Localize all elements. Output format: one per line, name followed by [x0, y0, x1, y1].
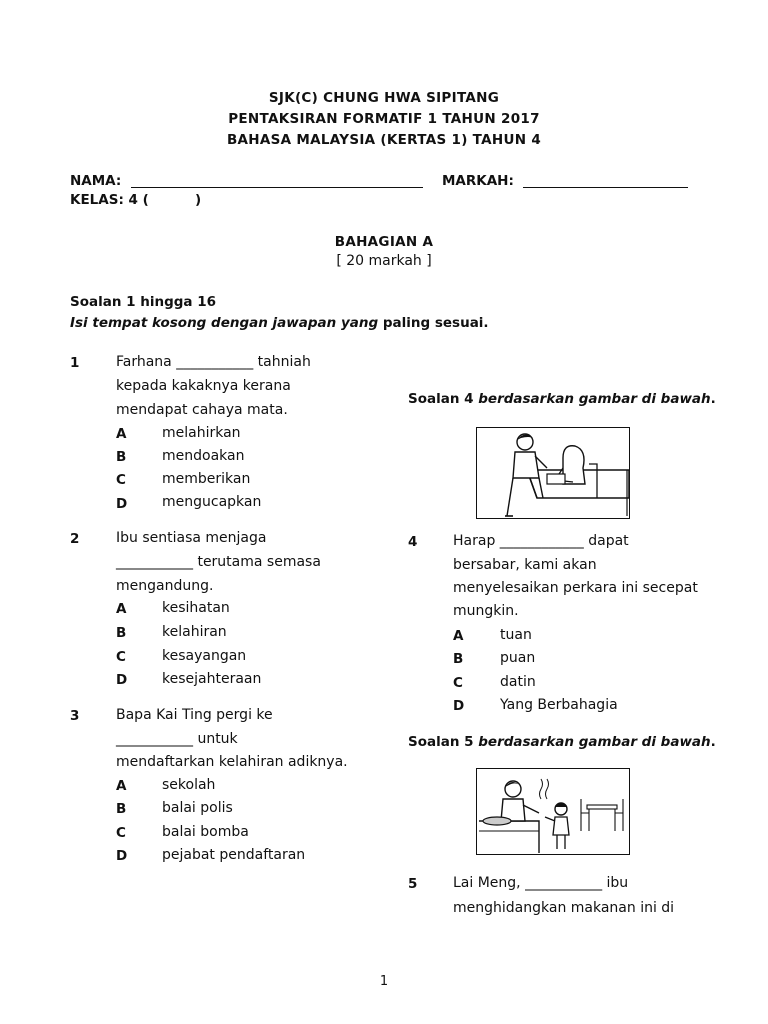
option-letter[interactable]: B: [116, 801, 127, 817]
option-letter[interactable]: A: [453, 628, 464, 644]
option-letter[interactable]: B: [116, 449, 127, 465]
option-letter[interactable]: D: [116, 848, 128, 864]
name-line[interactable]: [131, 187, 423, 188]
note-bold: Soalan 4: [408, 391, 474, 407]
question-text: Harap ____________ dapat: [453, 533, 629, 549]
option-letter[interactable]: C: [116, 472, 126, 488]
option-letter[interactable]: D: [116, 496, 128, 512]
question-text: ___________ untuk: [116, 731, 238, 747]
note-italic: berdasarkan gambar di bawah: [473, 734, 711, 750]
option-text[interactable]: memberikan: [162, 471, 251, 487]
note-italic: berdasarkan gambar di bawah: [473, 391, 711, 407]
option-text[interactable]: mengucapkan: [162, 494, 262, 510]
note-end: .: [710, 734, 716, 750]
question-text: kepada kakaknya kerana: [116, 378, 291, 394]
instruction-italic: Isi tempat kosong dengan jawapan yang: [70, 315, 379, 331]
option-text[interactable]: sekolah: [162, 777, 216, 793]
option-text[interactable]: kesihatan: [162, 600, 230, 616]
section-title: BAHAGIAN A: [334, 234, 434, 250]
office-scene-icon: [477, 428, 629, 518]
picture-note: [408, 734, 716, 750]
class-label: KELAS: 4 (: [70, 192, 149, 208]
option-text[interactable]: Yang Berbahagia: [500, 697, 618, 713]
instruction: [70, 315, 489, 331]
question-text: menghidangkan makanan ini di: [453, 900, 675, 916]
option-letter[interactable]: A: [116, 601, 127, 617]
option-text[interactable]: datin: [500, 674, 536, 690]
question-text: bersabar, kami akan: [453, 557, 597, 573]
question-number: 4: [408, 534, 418, 550]
page-number: 1: [379, 974, 389, 989]
option-text[interactable]: pejabat pendaftaran: [162, 847, 306, 863]
option-letter[interactable]: A: [116, 778, 127, 794]
option-text[interactable]: balai bomba: [162, 824, 249, 840]
option-letter[interactable]: C: [453, 675, 463, 691]
option-text[interactable]: puan: [500, 650, 536, 666]
note-bold: Soalan 5: [408, 734, 474, 750]
option-letter[interactable]: A: [116, 426, 127, 442]
option-text[interactable]: kesayangan: [162, 648, 247, 664]
option-text[interactable]: kesejahteraan: [162, 671, 262, 687]
question-text: ___________ terutama semasa: [116, 554, 321, 570]
option-letter[interactable]: D: [116, 672, 128, 688]
option-text[interactable]: mendoakan: [162, 448, 245, 464]
assessment-title: PENTAKSIRAN FORMATIF 1 TAHUN 2017: [228, 111, 540, 127]
question-text: Bapa Kai Ting pergi ke: [116, 707, 273, 723]
mark-label: MARKAH:: [442, 173, 514, 189]
picture-note: [408, 391, 716, 407]
note-end: .: [710, 391, 716, 407]
office-picture: [476, 427, 630, 519]
question-number: 2: [70, 531, 80, 547]
question-number: 1: [70, 355, 80, 371]
section-marks: [ 20 markah ]: [336, 253, 432, 269]
option-letter[interactable]: B: [116, 625, 127, 641]
instruction-bold: paling sesuai.: [378, 315, 489, 331]
class-close: ): [195, 192, 202, 208]
option-letter[interactable]: D: [453, 698, 465, 714]
option-letter[interactable]: B: [453, 651, 464, 667]
question-number: 3: [70, 708, 80, 724]
school-name: SJK(C) CHUNG HWA SIPITANG: [268, 90, 500, 106]
name-label: NAMA:: [70, 173, 122, 189]
option-text[interactable]: balai polis: [162, 800, 233, 816]
question-range: Soalan 1 hingga 16: [70, 294, 217, 310]
question-text: mengandung.: [116, 578, 214, 594]
kitchen-scene-icon: [477, 769, 629, 854]
option-text[interactable]: tuan: [500, 627, 532, 643]
question-text: mendapat cahaya mata.: [116, 402, 288, 418]
option-text[interactable]: melahirkan: [162, 425, 241, 441]
question-text: Farhana ___________ tahniah: [116, 354, 311, 370]
question-text: Ibu sentiasa menjaga: [116, 530, 267, 546]
question-text: mungkin.: [453, 603, 519, 619]
option-letter[interactable]: C: [116, 825, 126, 841]
kitchen-picture: [476, 768, 630, 855]
option-text[interactable]: kelahiran: [162, 624, 227, 640]
question-text: mendaftarkan kelahiran adiknya.: [116, 754, 348, 770]
question-number: 5: [408, 876, 418, 892]
question-text: menyelesaikan perkara ini secepat: [453, 580, 698, 596]
mark-line[interactable]: [523, 187, 688, 188]
subject-title: BAHASA MALAYSIA (KERTAS 1) TAHUN 4: [226, 132, 542, 148]
option-letter[interactable]: C: [116, 649, 126, 665]
question-text: Lai Meng, ___________ ibu: [453, 875, 629, 891]
